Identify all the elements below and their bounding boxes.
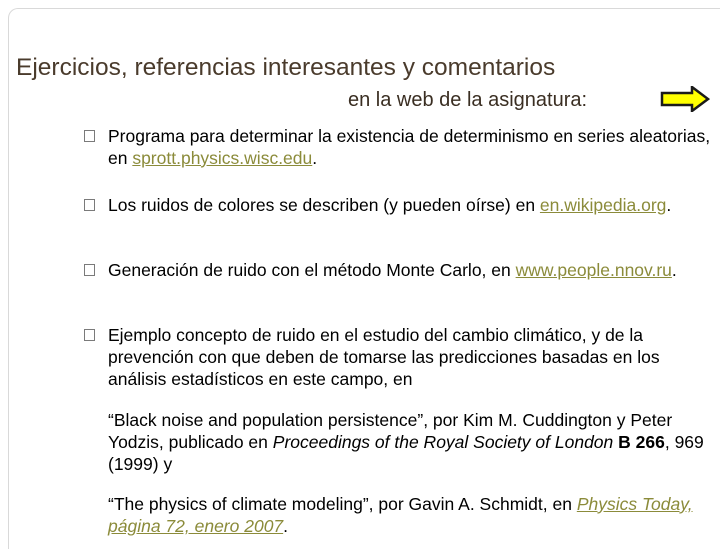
link-wikipedia[interactable]: en.wikipedia.org: [539, 195, 667, 215]
page-title: Ejercicios, referencias interesantes y comentarios: [16, 54, 556, 81]
link-people-nnov[interactable]: www.people.nnov.ru: [515, 260, 672, 280]
right-arrow-icon[interactable]: [660, 86, 710, 112]
list-item-text: [108, 125, 714, 169]
item-text: Generación de ruido con el método Monte Carlo, en: [108, 260, 516, 280]
list-item-text: [108, 324, 714, 390]
bullet-box-icon: [84, 329, 95, 341]
item-text: Ejemplo concepto de ruido en el estudio del cambio climático, y de la prevención con que deben de tomarse las predicciones basadas en los análisis estadísticos en este campo, en: [108, 325, 660, 389]
reference-text: [108, 409, 714, 475]
list-item-text: [108, 259, 714, 281]
link-physics-today[interactable]: Physics Today, página 72, enero 2007: [108, 494, 693, 536]
bullet-box-icon: [84, 264, 95, 276]
ref1-rest: , 969 (1999) y: [108, 432, 704, 474]
reference-text: [108, 493, 714, 537]
ref1-volume: B 266: [618, 432, 665, 452]
slide-frame-top: [18, 8, 720, 9]
item-end: .: [671, 260, 677, 280]
ref2-end: .: [283, 516, 289, 536]
ref2-text: “The physics of climate modeling”, por Gavin A. Schmidt, en: [108, 494, 577, 514]
bullet-box-icon: [84, 199, 95, 211]
bullet-box-icon: [84, 130, 95, 142]
list-item-text: [108, 194, 714, 216]
item-end: .: [312, 148, 318, 168]
link-sprott[interactable]: sprott.physics.wisc.edu: [132, 148, 313, 168]
item-end: .: [666, 195, 672, 215]
item-text: Programa para determinar la existencia de determinismo en series aleatorias, en: [108, 126, 711, 168]
ref1-journal: Proceedings of the Royal Society of London: [272, 432, 614, 452]
item-text: Los ruidos de colores se describen (y pueden oírse) en: [108, 195, 540, 215]
page-subtitle: en la web de la asignatura:: [348, 89, 588, 111]
slide-frame-left: [8, 8, 19, 549]
ref1-text: “Black noise and population persistence”, por Kim M. Cuddington y Peter Yodzis, publicado en: [108, 410, 673, 452]
